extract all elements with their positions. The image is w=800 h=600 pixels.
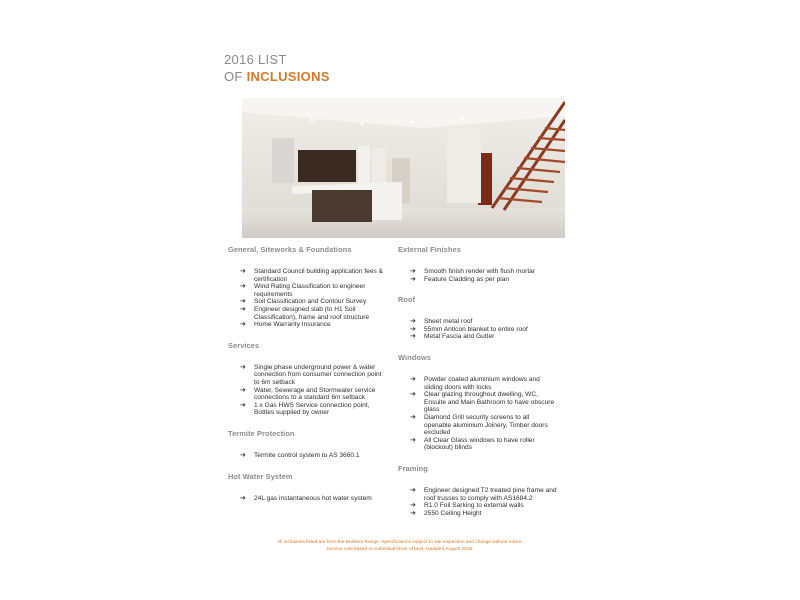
inclusion-text: Metal Fascia and Gutter — [424, 333, 495, 341]
inclusion-item — [398, 268, 558, 276]
inclusion-item — [398, 318, 558, 326]
inclusion-text: Sheet metal roof — [424, 318, 473, 326]
arrow-right-icon: ➔ — [240, 298, 246, 306]
inclusion-text: All Clear Glass windows to have roller (blockout) blinds — [424, 436, 535, 452]
arrow-right-icon: ➔ — [240, 401, 246, 409]
arrow-right-icon: ➔ — [410, 333, 416, 341]
inclusion-item — [228, 283, 388, 298]
section-heading: General, Siteworks & Foundations — [228, 245, 352, 254]
section-heading: Windows — [398, 352, 432, 362]
inclusion-text: 1 x Gas HWS Service connection point, Bottles supplied by owner — [254, 401, 370, 417]
footer-note-line1: All inclusions listed are from the Builders Range. Specifications subject to site inspection and change without notice. — [277, 540, 523, 545]
inclusion-list — [398, 318, 558, 341]
inclusion-text: Engineer designed slab (to H1 Soil Classification), frame and roof structure — [254, 305, 370, 321]
page-title-line2 — [224, 69, 330, 84]
section-heading: Termite Protection — [228, 428, 295, 438]
arrow-right-icon: ➔ — [410, 275, 416, 283]
section-heading: Hot Water System — [228, 471, 293, 481]
section-heading: Roof — [398, 295, 416, 305]
inclusion-list — [228, 495, 388, 503]
footer-note-line2: Service cost based on individual block of land. Updated August 2016. — [326, 547, 474, 552]
left-column — [228, 245, 388, 514]
inclusion-text: Powder coated aluminium windows and sliding doors with locks — [424, 375, 540, 391]
inclusion-text: Standard Council building application fees & certification — [254, 268, 384, 283]
inclusion-list — [228, 268, 388, 329]
arrow-right-icon: ➔ — [240, 268, 246, 275]
inclusion-item — [228, 452, 388, 460]
inclusion-item — [398, 487, 558, 502]
title-emphasis: INCLUSIONS — [246, 69, 330, 84]
inclusion-item — [398, 391, 558, 414]
inclusion-text: R1.0 Foil Sarking to external walls — [424, 502, 524, 510]
section-heading: Services — [228, 340, 260, 350]
section-heading: External Finishes — [398, 245, 461, 254]
inclusion-text: Single phase underground power & water connection from consumer connection point to 6m setback — [254, 363, 382, 386]
arrow-right-icon: ➔ — [410, 318, 416, 326]
section-heading: Framing — [398, 463, 428, 473]
inclusion-text: Wind Rating Classification to engineer requirements — [254, 283, 366, 298]
inclusion-text: Termite control system to AS 3660.1 — [254, 451, 360, 459]
arrow-right-icon: ➔ — [240, 451, 246, 459]
inclusion-item — [228, 387, 388, 402]
inclusion-text: 55mm Anticon blanket to entire roof — [424, 325, 528, 333]
right-column — [398, 245, 558, 529]
inclusion-list — [398, 487, 558, 517]
inclusion-item — [228, 321, 388, 329]
arrow-right-icon: ➔ — [410, 486, 416, 494]
arrow-right-icon: ➔ — [410, 502, 416, 510]
inclusion-item — [398, 276, 558, 284]
inclusion-item — [398, 510, 558, 518]
inclusion-item — [398, 376, 558, 391]
inclusion-item — [398, 333, 558, 341]
inclusion-item — [228, 268, 388, 283]
arrow-right-icon: ➔ — [410, 436, 416, 444]
inclusion-text: Water, Sewerage and Stormwater service connections to a standard 6m setback — [254, 386, 376, 402]
arrow-right-icon: ➔ — [240, 494, 246, 502]
arrow-right-icon: ➔ — [240, 363, 246, 371]
inclusion-item — [228, 495, 388, 503]
inclusion-item — [228, 306, 388, 321]
title-prefix: OF — [224, 69, 247, 84]
inclusion-text: Clear glazing throughout dwelling, WC, Ensuite and Main Bathroom to have obscure glass — [424, 391, 555, 414]
inclusion-list — [398, 268, 558, 283]
arrow-right-icon: ➔ — [410, 268, 416, 275]
kitchen-stair-photo — [242, 98, 565, 238]
arrow-right-icon: ➔ — [410, 509, 416, 517]
inclusion-text: Smooth finish render with flush mortar — [424, 268, 536, 275]
inclusion-text: Soil Classification and Contour Survey — [254, 298, 367, 306]
arrow-right-icon: ➔ — [410, 413, 416, 421]
inclusion-list — [398, 376, 558, 452]
page-title-line1: 2016 LIST — [224, 52, 287, 67]
inclusion-item — [228, 402, 388, 417]
inclusion-text: Diamond Grill security screens to all openable aluminium Joinery, Timber doors excluded — [424, 413, 548, 437]
inclusion-item — [228, 298, 388, 306]
arrow-right-icon: ➔ — [240, 321, 246, 329]
inclusion-text: 24L gas instantaneous hot water system — [254, 494, 372, 502]
inclusion-list — [228, 364, 388, 417]
inclusion-item — [398, 414, 558, 437]
inclusion-item — [228, 364, 388, 387]
arrow-right-icon: ➔ — [240, 386, 246, 394]
inclusion-list — [228, 452, 388, 460]
arrow-right-icon: ➔ — [410, 375, 416, 383]
inclusion-text: 2550 Ceiling Height — [424, 509, 482, 517]
arrow-right-icon: ➔ — [410, 325, 416, 333]
inclusion-text: Home Warranty Insurance — [254, 321, 331, 329]
arrow-right-icon: ➔ — [410, 391, 416, 399]
inclusion-text: Engineer designed T2 treated pine frame and roof trusses to comply with AS1684.2 — [424, 486, 557, 502]
inclusion-item — [398, 326, 558, 334]
arrow-right-icon: ➔ — [240, 305, 246, 313]
inclusion-item — [398, 502, 558, 510]
inclusion-text: Feature Cladding as per plan — [424, 275, 510, 283]
inclusion-item — [398, 437, 558, 452]
arrow-right-icon: ➔ — [240, 283, 246, 291]
